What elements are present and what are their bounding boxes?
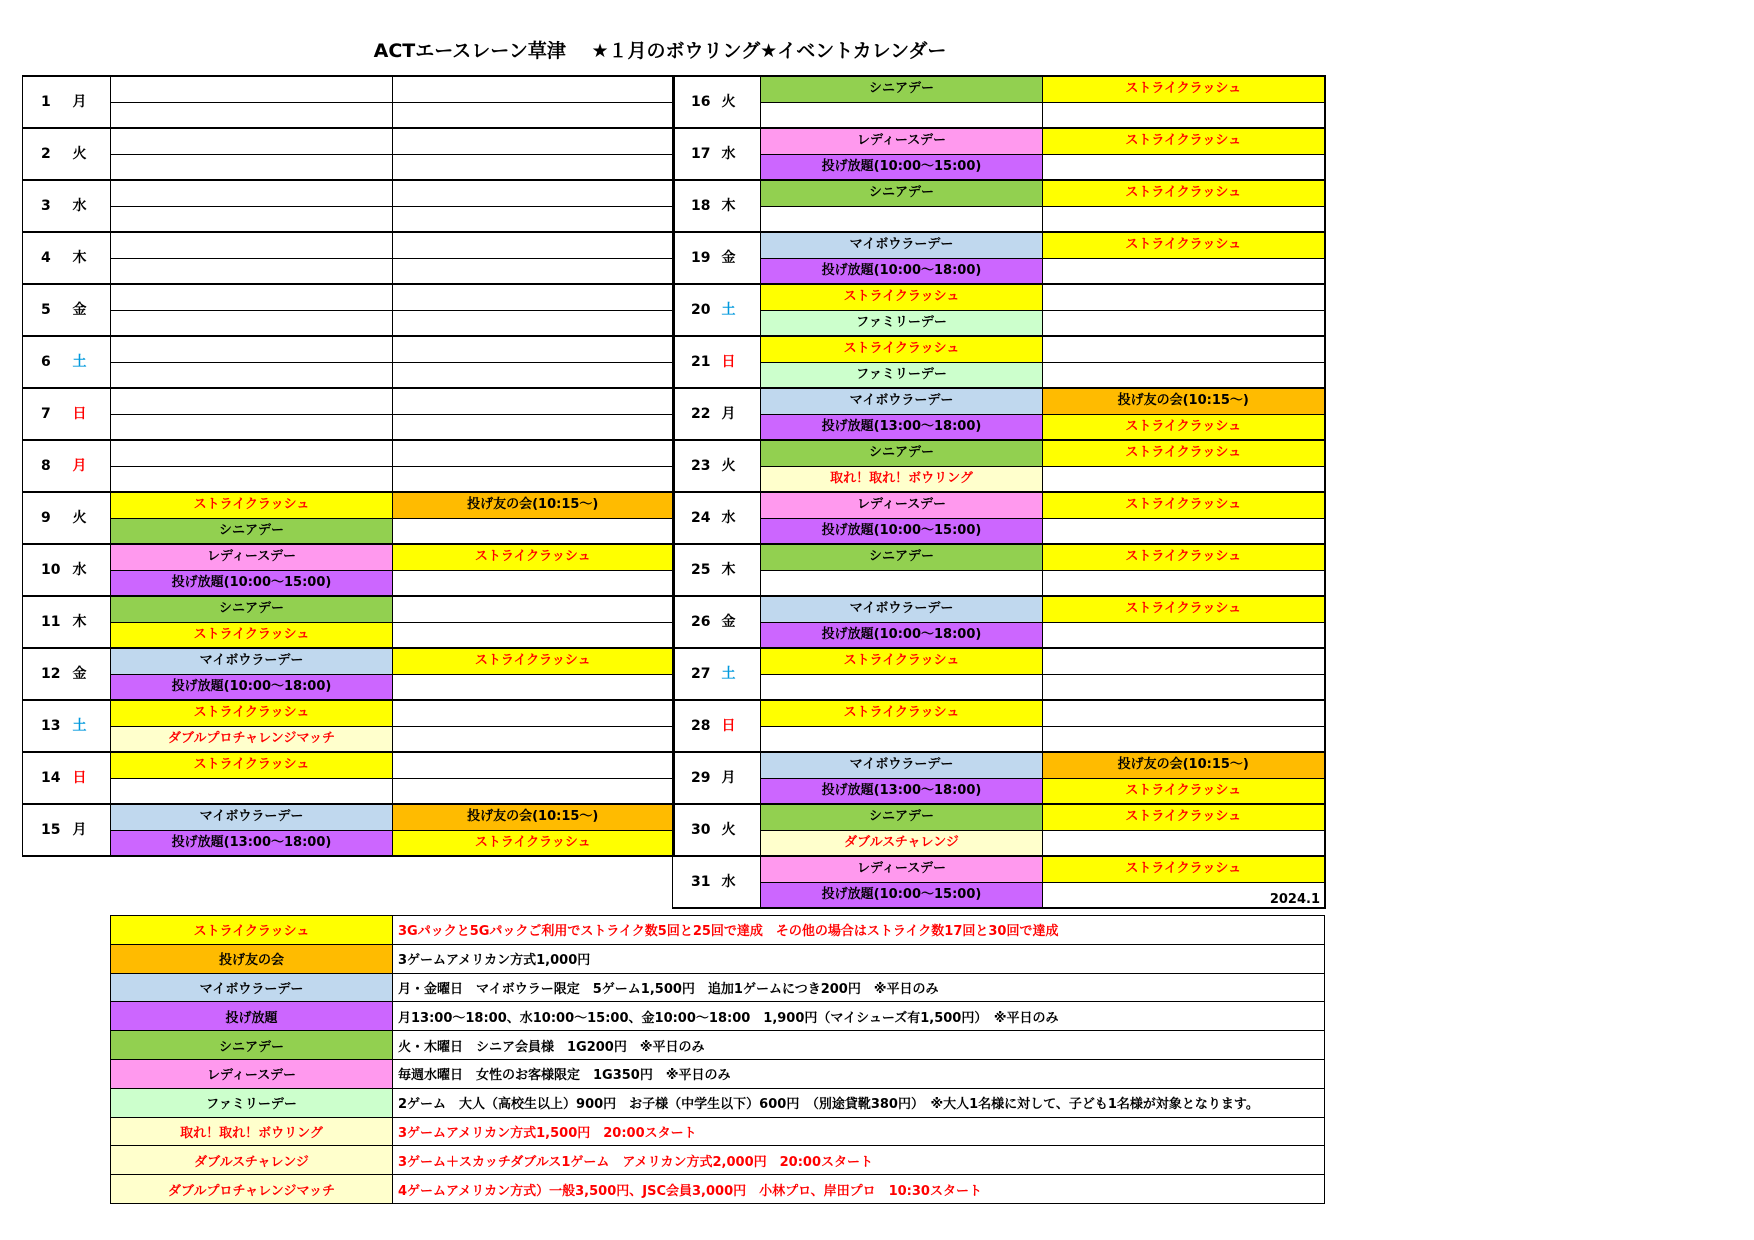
- empty-event-cell: [393, 466, 674, 492]
- empty-event-cell: [393, 336, 674, 362]
- empty-event-cell: [393, 778, 674, 804]
- event-cell: ストライクラッシュ: [1043, 492, 1325, 518]
- empty-event-cell: [393, 180, 674, 206]
- event-cell: 投げ放題(13:00～18:00): [761, 778, 1043, 804]
- empty-event-cell: [111, 336, 393, 362]
- event-cell: レディースデー: [761, 128, 1043, 154]
- event-cell: ファミリーデー: [761, 310, 1043, 336]
- year-label: 2024.1: [1269, 892, 1320, 907]
- day-row: [23, 570, 674, 596]
- event-cell: ストライクラッシュ: [393, 830, 674, 856]
- weekday-label: 水: [718, 128, 761, 180]
- day-row: [23, 544, 674, 570]
- event-cell: 投げ友の会(10:15～): [393, 492, 674, 518]
- empty-event-cell: [761, 570, 1043, 596]
- legend-name: ファミリーデー: [111, 1088, 393, 1117]
- day-row: [23, 492, 674, 518]
- weekday-label: 金: [69, 284, 111, 336]
- empty-event-cell: [1043, 466, 1325, 492]
- day-row: [673, 284, 1325, 310]
- empty-event-cell: [393, 310, 674, 336]
- empty-event-cell: [1043, 284, 1325, 310]
- legend-row: [111, 1117, 1325, 1146]
- empty-event-cell: [1043, 570, 1325, 596]
- weekday-label: 木: [718, 544, 761, 596]
- event-cell: マイボウラーデー: [111, 648, 393, 674]
- event-cell: ストライクラッシュ: [1043, 804, 1325, 830]
- calendar-left: [22, 75, 675, 857]
- weekday-label: 木: [69, 232, 111, 284]
- legend-row: [111, 944, 1325, 973]
- empty-event-cell: [393, 154, 674, 180]
- weekday-label: 月: [69, 804, 111, 856]
- weekday-label: 日: [69, 752, 111, 804]
- day-number: 21: [673, 336, 718, 388]
- event-cell: 投げ放題(10:00～18:00): [761, 622, 1043, 648]
- event-cell: ストライクラッシュ: [1043, 440, 1325, 466]
- day-number: 20: [673, 284, 718, 336]
- day-row: [23, 336, 674, 362]
- day-row: [673, 544, 1325, 570]
- day-row: [673, 440, 1325, 466]
- day-row: [23, 648, 674, 674]
- weekday-label: 土: [718, 648, 761, 700]
- weekday-label: 火: [718, 76, 761, 128]
- legend-description: 3Gパックと5Gパックご利用でストライク数5回と25回で達成 その他の場合はストライク数17回と30回で達成: [393, 916, 1325, 945]
- event-cell: 投げ放題(10:00～15:00): [761, 154, 1043, 180]
- event-cell: 投げ放題(10:00～15:00): [111, 570, 393, 596]
- empty-event-cell: [1043, 674, 1325, 700]
- event-cell: マイボウラーデー: [761, 388, 1043, 414]
- day-row: [673, 128, 1325, 154]
- legend-description: 火・木曜日 シニア会員様 1G200円 ※平日のみ: [393, 1031, 1325, 1060]
- legend-description: 毎週水曜日 女性のお客様限定 1G350円 ※平日のみ: [393, 1059, 1325, 1088]
- weekday-label: 日: [718, 336, 761, 388]
- day-row: [23, 414, 674, 440]
- day-row: [673, 388, 1325, 414]
- weekday-label: 火: [718, 440, 761, 492]
- legend-description: 3ゲームアメリカン方式1,000円: [393, 944, 1325, 973]
- empty-event-cell: [1043, 830, 1325, 856]
- weekday-label: 水: [718, 492, 761, 544]
- day-number: 4: [23, 232, 69, 284]
- event-cell: ストライクラッシュ: [1043, 128, 1325, 154]
- day-row: [673, 414, 1325, 440]
- day-number: 11: [23, 596, 69, 648]
- empty-event-cell: [393, 232, 674, 258]
- day-row: [23, 102, 674, 128]
- legend-description: 2ゲーム 大人（高校生以上）900円 お子様（中学生以下）600円 （別途貸靴380円） ※大人1名様に対して、子ども1名様が対象となります。: [393, 1088, 1325, 1117]
- event-cell: 投げ友の会(10:15～): [1043, 388, 1325, 414]
- empty-event-cell: [393, 258, 674, 284]
- event-cell: ストライクラッシュ: [1043, 232, 1325, 258]
- empty-event-cell: [111, 310, 393, 336]
- empty-event-cell: [393, 596, 674, 622]
- weekday-label: 水: [69, 180, 111, 232]
- empty-event-cell: [111, 206, 393, 232]
- legend-name: レディースデー: [111, 1059, 393, 1088]
- day-number: 19: [673, 232, 718, 284]
- day-number: 14: [23, 752, 69, 804]
- legend-name: ダブルスチャレンジ: [111, 1146, 393, 1175]
- empty-event-cell: [111, 154, 393, 180]
- event-cell: シニアデー: [111, 518, 393, 544]
- legend-row: [111, 1059, 1325, 1088]
- day-number: 23: [673, 440, 718, 492]
- event-cell: ストライクラッシュ: [111, 752, 393, 778]
- day-row: [673, 596, 1325, 622]
- legend-row: [111, 1031, 1325, 1060]
- day-number: 29: [673, 752, 718, 804]
- day-row: [673, 466, 1325, 492]
- event-cell: ストライクラッシュ: [761, 336, 1043, 362]
- day-row: [673, 778, 1325, 804]
- weekday-label: 火: [69, 128, 111, 180]
- empty-event-cell: [111, 414, 393, 440]
- event-cell: ストライクラッシュ: [1043, 856, 1325, 882]
- day-number: 7: [23, 388, 69, 440]
- empty-event-cell: [111, 232, 393, 258]
- day-row: [23, 310, 674, 336]
- day-number: 27: [673, 648, 718, 700]
- day-number: 3: [23, 180, 69, 232]
- event-cell: ストライクラッシュ: [761, 700, 1043, 726]
- event-cell: 取れ！取れ！ボウリング: [761, 466, 1043, 492]
- empty-event-cell: [393, 700, 674, 726]
- event-cell: 投げ友の会(10:15～): [1043, 752, 1325, 778]
- weekday-label: 月: [718, 752, 761, 804]
- empty-event-cell: [393, 414, 674, 440]
- day-row: [23, 284, 674, 310]
- day-number: 28: [673, 700, 718, 752]
- weekday-label: 金: [718, 232, 761, 284]
- day-row: [23, 206, 674, 232]
- legend-row: [111, 916, 1325, 945]
- empty-event-cell: [761, 206, 1043, 232]
- day-row: [673, 76, 1325, 102]
- event-cell: ストライクラッシュ: [111, 622, 393, 648]
- event-cell: ファミリーデー: [761, 362, 1043, 388]
- day-number: 2: [23, 128, 69, 180]
- event-cell: ストライクラッシュ: [761, 284, 1043, 310]
- day-number: 6: [23, 336, 69, 388]
- day-row: [23, 674, 674, 700]
- day-number: 25: [673, 544, 718, 596]
- event-cell: シニアデー: [761, 440, 1043, 466]
- event-cell: 投げ放題(10:00～18:00): [761, 258, 1043, 284]
- legend-name: 投げ友の会: [111, 944, 393, 973]
- weekday-label: 土: [718, 284, 761, 336]
- empty-event-cell: [111, 388, 393, 414]
- empty-event-cell: [393, 752, 674, 778]
- day-number: 1: [23, 76, 69, 128]
- day-number: 10: [23, 544, 69, 596]
- day-row: [23, 518, 674, 544]
- legend-row: [111, 1175, 1325, 1204]
- event-cell: 投げ放題(10:00～18:00): [111, 674, 393, 700]
- day-number: 12: [23, 648, 69, 700]
- legend-name: シニアデー: [111, 1031, 393, 1060]
- day-row: [673, 154, 1325, 180]
- empty-event-cell: [393, 388, 674, 414]
- weekday-label: 火: [69, 492, 111, 544]
- legend-name: ダブルプロチャレンジマッチ: [111, 1175, 393, 1204]
- empty-event-cell: [761, 102, 1043, 128]
- empty-event-cell: [111, 258, 393, 284]
- empty-event-cell: [761, 726, 1043, 752]
- day-row: [23, 362, 674, 388]
- day-number: 16: [673, 76, 718, 128]
- empty-event-cell: [393, 206, 674, 232]
- day-row: [23, 622, 674, 648]
- event-cell: マイボウラーデー: [111, 804, 393, 830]
- day-row: [673, 648, 1325, 674]
- legend-row: [111, 1088, 1325, 1117]
- empty-event-cell: [393, 362, 674, 388]
- empty-event-cell: [393, 726, 674, 752]
- event-cell: 投げ放題(13:00～18:00): [761, 414, 1043, 440]
- day-row: [673, 232, 1325, 258]
- day-row: [23, 154, 674, 180]
- event-cell: 投げ放題(10:00～15:00): [761, 518, 1043, 544]
- weekday-label: 月: [69, 440, 111, 492]
- empty-event-cell: [111, 466, 393, 492]
- weekday-label: 月: [69, 76, 111, 128]
- weekday-label: 日: [718, 700, 761, 752]
- event-cell: ストライクラッシュ: [393, 648, 674, 674]
- empty-event-cell: [1043, 648, 1325, 674]
- empty-event-cell: [393, 76, 674, 102]
- event-cell: シニアデー: [761, 804, 1043, 830]
- empty-event-cell: [1043, 622, 1325, 648]
- day-row: [673, 726, 1325, 752]
- event-cell: ダブルスチャレンジ: [761, 830, 1043, 856]
- day-row: [23, 440, 674, 466]
- event-cell: ストライクラッシュ: [1043, 778, 1325, 804]
- day-row: [673, 674, 1325, 700]
- day-row: [23, 752, 674, 778]
- day-row: [673, 622, 1325, 648]
- legend-row: [111, 1146, 1325, 1175]
- day-number: 18: [673, 180, 718, 232]
- empty-event-cell: [111, 440, 393, 466]
- day-number: 24: [673, 492, 718, 544]
- event-cell: 投げ放題(13:00～18:00): [111, 830, 393, 856]
- event-cell: シニアデー: [761, 544, 1043, 570]
- day-row: [23, 466, 674, 492]
- legend-row: [111, 1002, 1325, 1031]
- empty-event-cell: [1043, 310, 1325, 336]
- weekday-label: 金: [69, 648, 111, 700]
- day-row: [23, 180, 674, 206]
- weekday-label: 木: [69, 596, 111, 648]
- day-row: [23, 596, 674, 622]
- empty-event-cell: [111, 778, 393, 804]
- day-row: [23, 388, 674, 414]
- day-number: 15: [23, 804, 69, 856]
- weekday-label: 水: [69, 544, 111, 596]
- day-row: [673, 856, 1325, 882]
- day-number: 22: [673, 388, 718, 440]
- day-row: [23, 128, 674, 154]
- weekday-label: 水: [718, 856, 761, 908]
- legend-description: 3ゲームアメリカン方式1,500円 20:00スタート: [393, 1117, 1325, 1146]
- event-cell: シニアデー: [111, 596, 393, 622]
- empty-event-cell: [761, 674, 1043, 700]
- day-row: [673, 830, 1325, 856]
- legend-description: 3ゲーム＋スカッチダブルス1ゲーム アメリカン方式2,000円 20:00スタート: [393, 1146, 1325, 1175]
- empty-event-cell: [1043, 700, 1325, 726]
- day-row: [23, 778, 674, 804]
- day-row: [673, 492, 1325, 518]
- calendar-right: [672, 75, 1326, 909]
- empty-event-cell: [393, 284, 674, 310]
- day-row: [673, 752, 1325, 778]
- calendar-left-body: [23, 76, 674, 856]
- day-row: [673, 180, 1325, 206]
- day-row: [673, 570, 1325, 596]
- event-cell: レディースデー: [761, 492, 1043, 518]
- day-row: [23, 232, 674, 258]
- day-number: 8: [23, 440, 69, 492]
- empty-event-cell: [111, 128, 393, 154]
- day-number: 5: [23, 284, 69, 336]
- legend-name: 投げ放題: [111, 1002, 393, 1031]
- weekday-label: 月: [718, 388, 761, 440]
- empty-event-cell: [111, 284, 393, 310]
- day-row: [673, 362, 1325, 388]
- day-row: [673, 336, 1325, 362]
- empty-event-cell: [393, 570, 674, 596]
- event-cell: 投げ友の会(10:15～): [393, 804, 674, 830]
- day-row: [673, 700, 1325, 726]
- empty-event-cell: [393, 440, 674, 466]
- event-cell: ストライクラッシュ: [393, 544, 674, 570]
- empty-event-cell: [1043, 518, 1325, 544]
- empty-event-cell: [111, 362, 393, 388]
- empty-event-cell: [1043, 102, 1325, 128]
- empty-event-cell: [393, 128, 674, 154]
- legend-description: 4ゲームアメリカン方式）一般3,500円、JSC会員3,000円 小林プロ、岸田プロ 10:30スタート: [393, 1175, 1325, 1204]
- event-cell: ストライクラッシュ: [1043, 596, 1325, 622]
- event-cell: 投げ放題(10:00～15:00): [761, 882, 1043, 908]
- event-cell: シニアデー: [761, 76, 1043, 102]
- day-row: [673, 206, 1325, 232]
- weekday-label: 土: [69, 700, 111, 752]
- empty-event-cell: [1043, 206, 1325, 232]
- day-number: 9: [23, 492, 69, 544]
- day-number: 17: [673, 128, 718, 180]
- calendar-right-body: [673, 76, 1325, 908]
- event-cell: シニアデー: [761, 180, 1043, 206]
- legend-row: [111, 973, 1325, 1002]
- event-cell: レディースデー: [761, 856, 1043, 882]
- day-row: [673, 882, 1325, 908]
- event-cell: マイボウラーデー: [761, 232, 1043, 258]
- event-cell: ストライクラッシュ: [111, 700, 393, 726]
- empty-event-cell: [1043, 154, 1325, 180]
- day-number: 26: [673, 596, 718, 648]
- empty-event-cell: [1043, 726, 1325, 752]
- empty-event-cell: [1043, 362, 1325, 388]
- day-row: [23, 76, 674, 102]
- empty-event-cell: [393, 622, 674, 648]
- day-row: [673, 518, 1325, 544]
- empty-event-cell: [393, 102, 674, 128]
- legend-name: 取れ！取れ！ボウリング: [111, 1117, 393, 1146]
- event-cell: レディースデー: [111, 544, 393, 570]
- day-number: 31: [673, 856, 718, 908]
- day-number: 13: [23, 700, 69, 752]
- weekday-label: 金: [718, 596, 761, 648]
- day-row: [673, 102, 1325, 128]
- legend-body: [111, 916, 1325, 1204]
- legend-description: 月13:00～18:00、水10:00～15:00、金10:00～18:00 1,900円（マイシューズ有1,500円） ※平日のみ: [393, 1002, 1325, 1031]
- event-cell: ストライクラッシュ: [1043, 544, 1325, 570]
- day-row: [23, 726, 674, 752]
- event-cell: マイボウラーデー: [761, 596, 1043, 622]
- weekday-label: 土: [69, 336, 111, 388]
- day-row: [23, 830, 674, 856]
- page-title: ACTエースレーン草津 ★１月のボウリング★イベントカレンダー: [373, 40, 947, 62]
- legend-table: [110, 915, 1325, 1204]
- event-cell: ダブルプロチャレンジマッチ: [111, 726, 393, 752]
- legend-name: マイボウラーデー: [111, 973, 393, 1002]
- empty-event-cell: [111, 102, 393, 128]
- empty-event-cell: [1043, 336, 1325, 362]
- empty-event-cell: [111, 180, 393, 206]
- day-row: [673, 310, 1325, 336]
- legend-name: ストライクラッシュ: [111, 916, 393, 945]
- empty-event-cell: [393, 674, 674, 700]
- event-cell: マイボウラーデー: [761, 752, 1043, 778]
- empty-event-cell: [393, 518, 674, 544]
- day-number: 30: [673, 804, 718, 856]
- event-cell: ストライクラッシュ: [761, 648, 1043, 674]
- legend-description: 月・金曜日 マイボウラー限定 5ゲーム1,500円 追加1ゲームにつき200円 ※平日のみ: [393, 973, 1325, 1002]
- weekday-label: 木: [718, 180, 761, 232]
- event-cell: ストライクラッシュ: [111, 492, 393, 518]
- day-row: [673, 804, 1325, 830]
- day-row: [23, 700, 674, 726]
- empty-event-cell: [111, 76, 393, 102]
- day-row: [673, 258, 1325, 284]
- day-row: [23, 804, 674, 830]
- event-cell: ストライクラッシュ: [1043, 76, 1325, 102]
- weekday-label: 日: [69, 388, 111, 440]
- event-cell: ストライクラッシュ: [1043, 414, 1325, 440]
- weekday-label: 火: [718, 804, 761, 856]
- empty-event-cell: [1043, 258, 1325, 284]
- day-row: [23, 258, 674, 284]
- event-cell: ストライクラッシュ: [1043, 180, 1325, 206]
